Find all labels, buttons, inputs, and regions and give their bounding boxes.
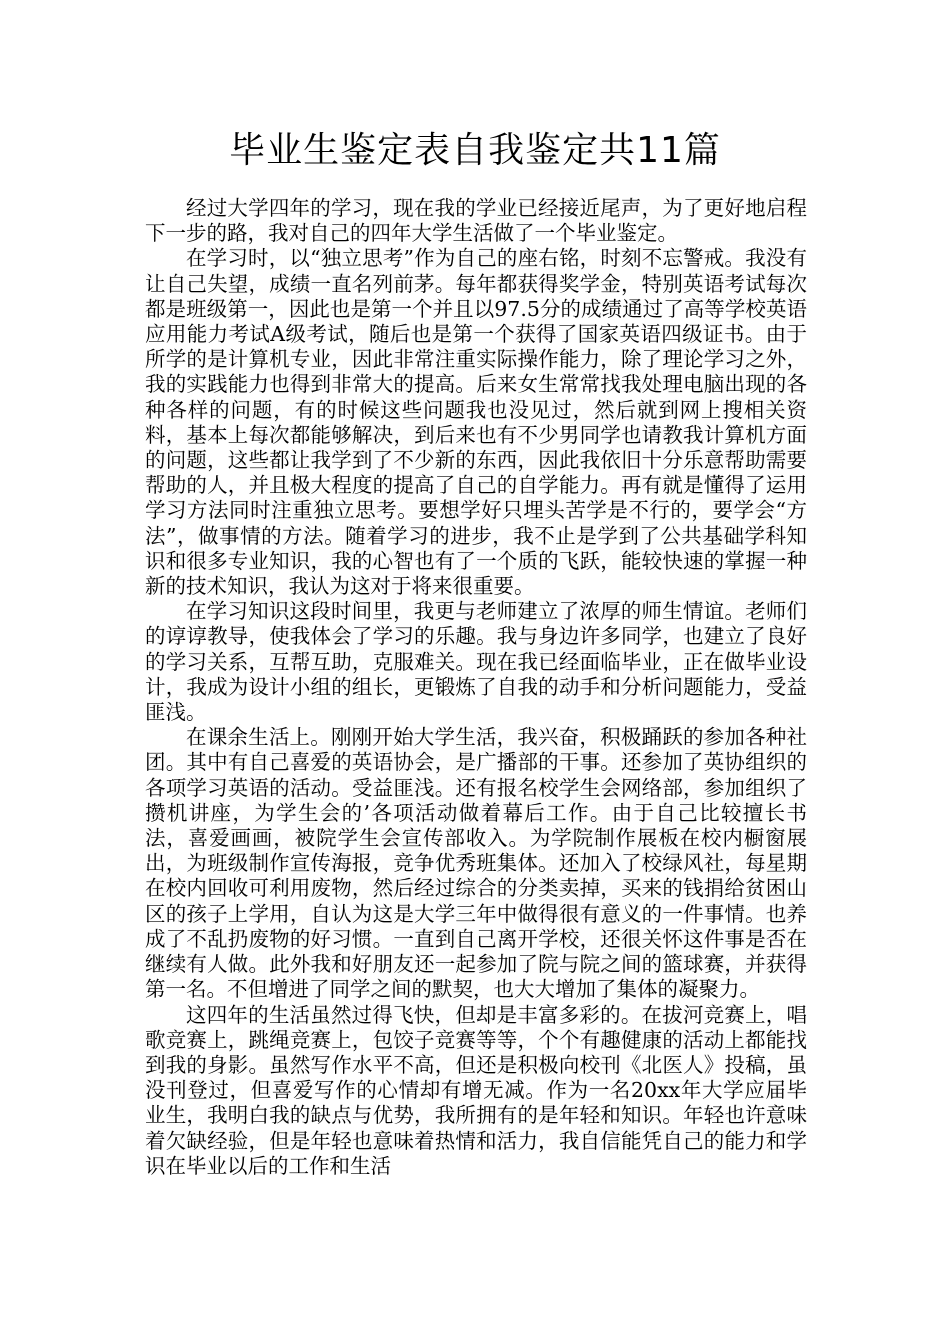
paragraph-study: 在学习时，以“独立思考”作为自己的座右铭，时刻不忘警戒。我没有让自己失望，成绩一直名列前茅。每年都获得奖学金，特别英语考试每次都是班级第一，因此也是第一个并且以97.5分的成绩通过了高等学校英语应用能力考试A级考试，随后也是第一个获得了国家英语四级证书。由于所学的是计算机专业，因此非常注重实际操作能力，除了理论学习之外，我的实践能力也得到非常大的提高。后来女生常常找我处理电脑出现的各种各样的问题，有的时候这些问题我也没见过，然后就到网上搜相关资料，基本上每次都能够解决，到后来也有不少男同学也请教我计算机方面的问题，这些都让我学到了不少新的东西，因此我依旧十分乐意帮助需要帮助的人，并且极大程度的提高了自己的自学能力。再有就是懂得了运用学习方法同时注重独立思考。要想学好只埋头苦学是不行的，要学会“方法”，做事情的方法。随着学习的进步，我不止是学到了公共基础学科知识和很多专业知识，我的心智也有了一个质的飞跃，能较快速的掌握一种新的技术知识，我认为这对于将来很重要。	[145, 246, 807, 599]
paragraph-life: 这四年的生活虽然过得飞快，但却是丰富多彩的。在拔河竞赛上，唱歌竞赛上，跳绳竞赛上，包饺子竞赛等等，个个有趣健康的活动上都能找到我的身影。虽然写作水平不高，但还是积极向校刊《北医人》投稿，虽没刊登过，但喜爱写作的心情却有增无减。作为一名20xx年大学应届毕业生，我明白我的缺点与优势，我所拥有的是年轻和知识。年轻也许意味着欠缺经验，但是年轻也意味着热情和活力，我自信能凭自己的能力和学识在毕业以后的工作和生活	[145, 1002, 807, 1178]
paragraph-teachers: 在学习知识这段时间里，我更与老师建立了浓厚的师生情谊。老师们的谆谆教导，使我体会了学习的乐趣。我与身边许多同学，也建立了良好的学习关系，互帮互助，克服难关。现在我已经面临毕业，正在做毕业设计，我成为设计小组的组长，更锻炼了自我的动手和分析问题能力，受益匪浅。	[145, 599, 807, 725]
document-body	[145, 196, 807, 1179]
paragraph-extracurricular: 在课余生活上。刚刚开始大学生活，我兴奋，积极踊跃的参加各种社团。其中有自己喜爱的英语协会，是广播部的干事。还参加了英协组织的各项学习英语的活动。受益匪浅。还有报名校学生会网络部，参加组织了攒机讲座，为学生会的’各项活动做着幕后工作。由于自己比较擅长书法，喜爱画画，被院学生会宣传部收入。为学院制作展板在校内橱窗展出，为班级制作宣传海报，竞争优秀班集体。还加入了校绿风社，每星期在校内回收可利用废物，然后经过综合的分类卖掉，买来的钱捐给贫困山区的孩子上学用，自认为这是大学三年中做得很有意义的一件事情。也养成了不乱扔废物的好习惯。一直到自己离开学校，还很关怀这件事是否在继续有人做。此外我和好朋友还一起参加了院与院之间的篮球赛，并获得第一名。不但增进了同学之间的默契，也大大增加了集体的凝聚力。	[145, 725, 807, 1002]
paragraph-intro: 经过大学四年的学习，现在我的学业已经接近尾声，为了更好地启程下一步的路，我对自己的四年大学生活做了一个毕业鉴定。	[145, 196, 807, 246]
document-title: 毕业生鉴定表自我鉴定共11篇	[229, 130, 721, 171]
